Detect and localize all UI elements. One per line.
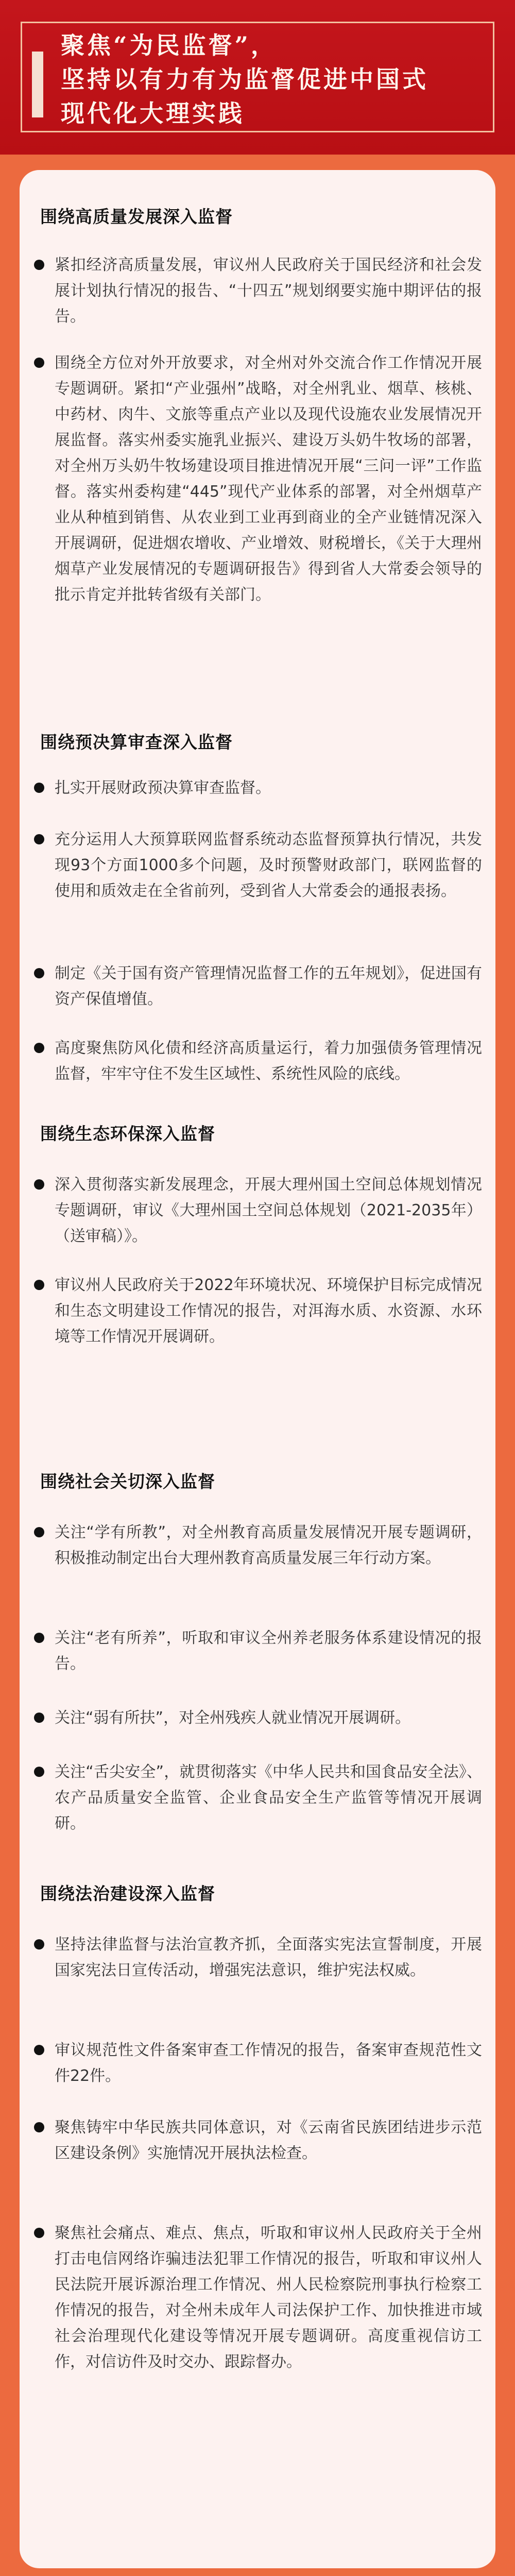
bullet-dot-icon [34, 1939, 44, 1950]
banner-title-line-1: 聚焦“为民监督”， [61, 31, 277, 59]
bullet-dot-icon [34, 2045, 44, 2055]
bullet-dot-icon [34, 1767, 44, 1777]
content-card [20, 170, 495, 2568]
list-item-text: 审议规范性文件备案审查工作情况的报告，备案审查规范性文件22件。 [55, 2041, 482, 2085]
list-item-text: 关注“舌尖安全”，就贯彻落实《中华人民共和国食品安全法》、农产品质量安全监管、企业食品安全生产监管等情况开展调研。 [55, 1763, 482, 1833]
bullet-dot-icon [34, 260, 44, 270]
bullet-dot-icon [34, 2228, 44, 2238]
list-item-text: 充分运用人大预算联网监督系统动态监督预算执行情况，共发现93个方面1000多个问题，及时预警财政部门，联网监督的使用和质效走在全省前列，受到省人大常委会的通报表扬。 [55, 831, 482, 900]
section-heading: 围绕生态环保深入监督 [40, 1124, 215, 1144]
section-heading: 围绕高质量发展深入监督 [40, 207, 233, 227]
banner-title [61, 28, 473, 130]
bullet-dot-icon [34, 1633, 44, 1643]
bullet-dot-icon [34, 358, 44, 368]
bullet-dot-icon [34, 1043, 44, 1053]
bullet-dot-icon [34, 2122, 44, 2132]
bullet-dot-icon [34, 783, 44, 793]
list-item-text: 制定《关于国有资产管理情况监督工作的五年规划》，促进国有资产保值增值。 [55, 964, 482, 1008]
list-item-text: 深入贯彻落实新发展理念，开展大理州国土空间总体规划情况专题调研，审议《大理州国土空间总体规划（2021-2035年）（送审稿）》。 [55, 1176, 482, 1245]
list-item-text: 坚持法律监督与法治宣教齐抓，全面落实宪法宣誓制度，开展国家宪法日宣传活动，增强宪法意识，维护宪法权威。 [55, 1936, 482, 1979]
banner-title-line-3: 现代化大理实践 [61, 99, 245, 127]
title-banner [0, 0, 515, 155]
section-heading: 围绕社会关切深入监督 [40, 1471, 215, 1492]
list-item-text: 关注“弱有所扶”，对全州残疾人就业情况开展调研。 [55, 1709, 411, 1727]
list-item-text: 聚焦社会痛点、难点、焦点，听取和审议州人民政府关于全州打击电信网络诈骗违法犯罪工作情况的报告，听取和审议州人民法院开展诉源治理工作情况、州人民检察院刑事执行检察工作情况的报告，对全州未成年人司法保护工作、加快推进市域社会治理现代化建设等情况开展专题调研。高度重视信访工作，对信访件及时交办、跟踪督办。 [55, 2224, 482, 2371]
list-item-text: 扎实开展财政预决算审查监督。 [55, 779, 271, 797]
list-item-text: 紧扣经济高质量发展，审议州人民政府关于国民经济和社会发展计划执行情况的报告、“十四五”规划纲要实施中期评估的报告。 [55, 256, 482, 326]
list-item-text: 围绕全方位对外开放要求，对全州对外交流合作工作情况开展专题调研。紧扣“产业强州”战略，对全州乳业、烟草、核桃、中药材、肉牛、文旅等重点产业以及现代设施农业发展情况开展监督。落实州委实施乳业振兴、建设万头奶牛牧场的部署，对全州万头奶牛牧场建设项目推进情况开展“三问一评”工作监督。落实州委构建“445”现代产业体系的部署，对全州烟草产业从种植到销售、从农业到工业再到商业的全产业链情况深入开展调研，促进烟农增收、产业增效、财税增长，《关于大理州烟草产业发展情况的专题调研报告》得到省人大常委会领导的批示肯定并批转省级有关部门。 [55, 354, 482, 604]
banner-title-line-2: 坚持以有力有为监督促进中国式 [61, 65, 428, 93]
list-item-text: 聚焦铸牢中华民族共同体意识，对《云南省民族团结进步示范区建设条例》实施情况开展执法检查。 [55, 2119, 482, 2162]
bullet-dot-icon [34, 1713, 44, 1723]
list-item-text: 高度聚焦防风化债和经济高质量运行，着力加强债务管理情况监督，牢牢守住不发生区域性、系统性风险的底线。 [55, 1039, 482, 1083]
list-item-text: 关注“老有所养”，听取和审议全州养老服务体系建设情况的报告。 [55, 1629, 482, 1673]
bullet-dot-icon [34, 968, 44, 978]
banner-accent-bar [32, 52, 43, 117]
bullet-dot-icon [34, 834, 44, 844]
section-heading: 围绕预决算审查深入监督 [40, 732, 233, 752]
section-heading: 围绕法治建设深入监督 [40, 1884, 215, 1904]
bullet-dot-icon [34, 1527, 44, 1537]
list-item-text: 关注“学有所教”，对全州教育高质量发展情况开展专题调研，积极推动制定出台大理州教育高质量发展三年行动方案。 [55, 1523, 482, 1567]
bullet-dot-icon [34, 1179, 44, 1190]
list-item-text: 审议州人民政府关于2022年环境状况、环境保护目标完成情况和生态文明建设工作情况的报告，对洱海水质、水资源、水环境等工作情况开展调研。 [55, 1276, 482, 1346]
bullet-dot-icon [34, 1280, 44, 1290]
